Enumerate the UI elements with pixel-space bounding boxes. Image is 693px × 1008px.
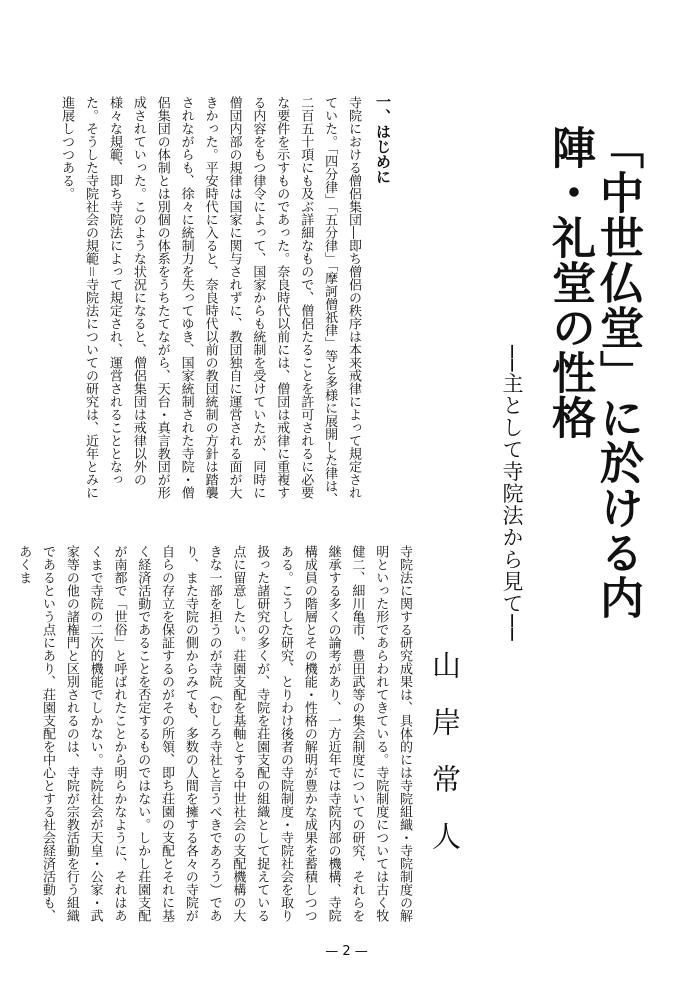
section-heading: 一、はじめに bbox=[374, 94, 392, 184]
article-subtitle: ──主として寺院法から見て── bbox=[500, 345, 524, 642]
body-paragraph-introduction: 寺院における僧侶集団―即ち僧侶の秩序は本来戒律によって規定されていた。「四分律」「五分律」「摩訶僧祇律」等と多様に展開した律は、二百五十項にも及ぶ詳細なもので、僧侶たることを許可されるに必要な要件を示すものであった。奈良時代以前には、僧団は戒律に重複する内容をもつ律令によって、国家からも統制を受けていたが、同時に僧団内部の規律は国家に関与されずに、教団独自に運営される面が大きかった。平安時代に入ると、奈良時代以前の教団統制の方針は踏襲されながらも、徐々に統制力を失ってゆき、国家統制された寺院・僧侶集団の体制とは別個の体系をうちたてながら、天台・真言教団が形成されていった。このような状況になると、僧侶集団は戒律以外の様々な規範、即ち寺院法によって規定され、運営されることとなった。そうした寺院社会の規範＝寺院法についての研究は、近年とみに進展しつつある。 bbox=[59, 96, 361, 506]
body-paragraph-research: 寺院法に関する研究成果は、具体的には寺院組織・寺院制度の解明といった形であらわれてきている。寺院制度については古く牧健二、細川亀市、豊田武等の集会制度についての研究、それらを継承する多くの論考があり、一方近年では寺院内部の機構、寺院構成員の階層とその機能・性格の解明が豊かな成果を蓄積しつつある。こうした研究、とりわけ後者の寺院制度・寺院社会を取り扱った諸研究の多くが、寺院を荘園支配の組織として捉えている点に留意したい。荘園支配を基軸とする中世社会の支配機構の大きな一部を担うのが寺院（むしろ寺社と言うべきであろう）であり、また寺院の側からみても、多数の人間を擁する各々の寺院が自らの存立を保証するのがその所領、即ち荘園の支配とそれに基く経済活動であることを否定するものではない。しかし荘園支配が南都で「世俗」と呼ばれたことから明らかなように、それはあくまで寺院の二次的機能でしかない。寺院社会が天皇・公家・武家等の他の諸権門と区別されるのは、寺院が宗教活動を行う組織であるという点にあり、荘園支配を中心とする社会経済活動も、あくま bbox=[16, 545, 412, 922]
page-number: — 2 — bbox=[325, 944, 368, 959]
author-name: 山岸常人 bbox=[428, 650, 462, 878]
article-title: 「中世仏堂」に於ける内陣・礼堂の性格 bbox=[544, 125, 643, 620]
